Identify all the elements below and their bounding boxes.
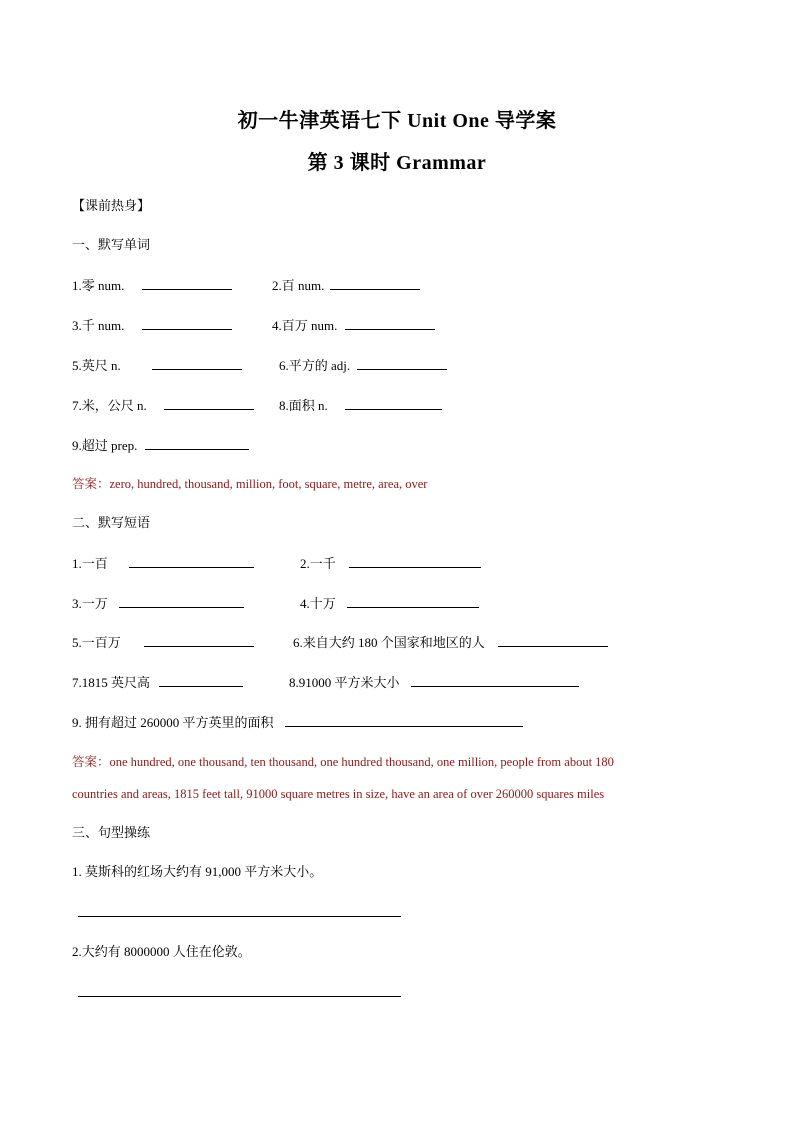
phrase-item (72, 713, 523, 732)
answer-blank[interactable] (357, 356, 447, 370)
section2-answer-line1: 答案：one hundred, one thousand, ten thousand, one hundred thousand, one million, people from about 180 (72, 755, 614, 769)
word-item (279, 396, 442, 415)
answer-blank[interactable] (411, 673, 579, 687)
answer-blank[interactable] (285, 713, 523, 727)
sentence-item: 2.大约有 8000000 人住在伦敦。 (72, 944, 251, 959)
phrase-item (72, 554, 254, 573)
phrase-item-label: 7.1815 英尺高 (72, 675, 151, 690)
word-item (272, 316, 435, 335)
answer-blank[interactable] (129, 554, 254, 568)
page-title: 初一牛津英语七下 Unit One 导学案 (237, 110, 557, 132)
answer-blank[interactable] (145, 436, 249, 450)
phrase-item (289, 673, 579, 692)
word-item-label: 6.平方的 adj. (279, 358, 351, 373)
section1-answer: 答案：zero, hundred, thousand, million, foot, square, metre, area, over (72, 477, 428, 491)
section2-answer-line2: countries and areas, 1815 feet tall, 91000 square metres in size, have an area of over 260000 squares miles (72, 787, 605, 801)
answer-blank[interactable] (498, 633, 608, 647)
word-item-label: 4.百万 num. (272, 318, 338, 333)
phrase-item (300, 554, 481, 573)
answer-blank[interactable] (164, 396, 254, 410)
answer-blank[interactable] (142, 276, 232, 290)
answer-blank[interactable] (345, 396, 442, 410)
phrase-item-label: 5.一百万 (72, 635, 121, 650)
answer-blank[interactable] (330, 276, 420, 290)
answer-blank[interactable] (159, 673, 243, 687)
phrase-item-label: 1.一百 (72, 556, 108, 571)
word-item (279, 356, 447, 375)
phrase-item-label: 3.一万 (72, 596, 108, 611)
word-item (272, 276, 420, 295)
word-item-label: 9.超过 prep. (72, 438, 138, 453)
word-item (72, 396, 254, 415)
word-item-label: 7.米，公尺 n. (72, 398, 147, 413)
phrase-item (72, 633, 254, 652)
answer-blank[interactable] (345, 316, 435, 330)
answer-blank[interactable] (119, 594, 244, 608)
answer-blank[interactable] (349, 554, 481, 568)
word-item-label: 8.面积 n. (279, 398, 328, 413)
word-item-label: 1.零 num. (72, 278, 125, 293)
sentence-item: 1. 莫斯科的红场大约有 91,000 平方米大小。 (72, 864, 323, 879)
answer-line[interactable] (78, 996, 401, 997)
phrase-item-label: 4.十万 (300, 596, 336, 611)
answer-blank[interactable] (142, 316, 232, 330)
phrase-item (72, 673, 243, 692)
word-item-label: 2.百 num. (272, 278, 325, 293)
section1-heading: 一、默写单词 (72, 237, 151, 252)
word-item (72, 316, 232, 335)
word-item (72, 356, 242, 375)
word-item-label: 3.千 num. (72, 318, 125, 333)
word-item-label: 5.英尺 n. (72, 358, 121, 373)
phrase-item (300, 594, 479, 613)
answer-blank[interactable] (347, 594, 479, 608)
word-item (72, 276, 232, 295)
section3-heading: 三、句型操练 (72, 825, 151, 840)
answer-blank[interactable] (152, 356, 242, 370)
phrase-item (72, 594, 244, 613)
phrase-item (293, 633, 608, 652)
phrase-item-label: 8.91000 平方米大小 (289, 675, 400, 690)
warmup-header: 【课前热身】 (72, 198, 151, 213)
section2-heading: 二、默写短语 (72, 515, 151, 530)
answer-blank[interactable] (144, 633, 254, 647)
page-subtitle: 第 3 课时 Grammar (307, 152, 487, 174)
answer-line[interactable] (78, 916, 401, 917)
phrase-item-label: 2.一千 (300, 556, 336, 571)
phrase-item-label: 6.来自大约 180 个国家和地区的人 (293, 635, 485, 650)
phrase-item-label: 9. 拥有超过 260000 平方英里的面积 (72, 715, 274, 730)
word-item (72, 436, 249, 455)
